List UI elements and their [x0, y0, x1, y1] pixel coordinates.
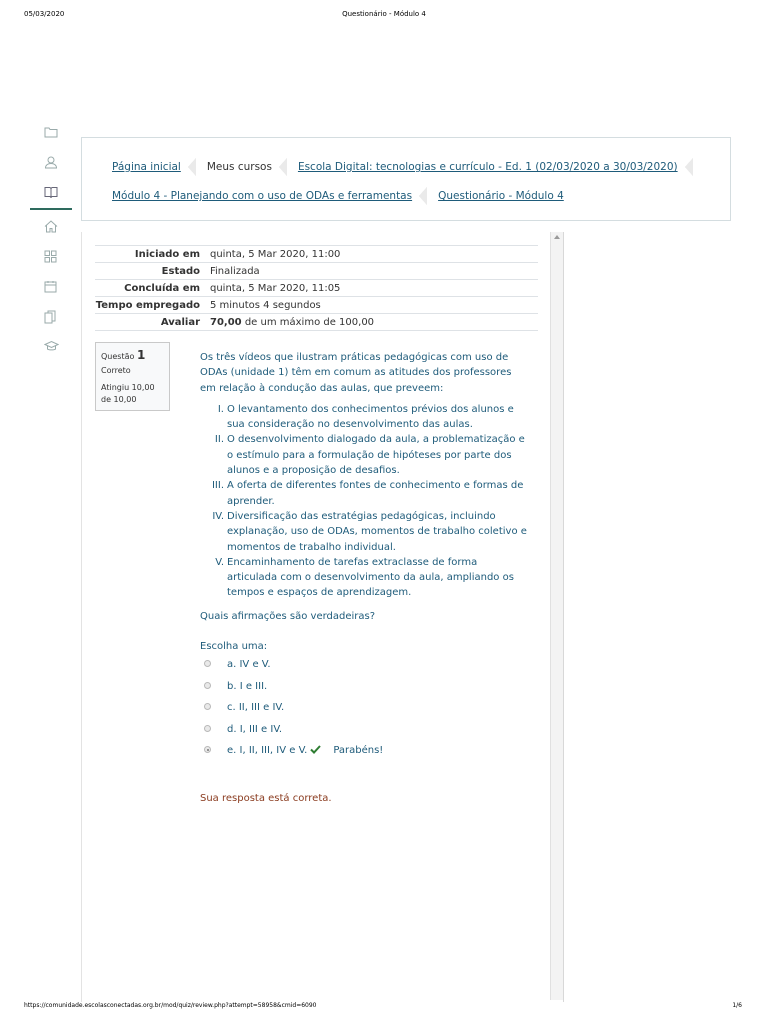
answer-label-wrap: [227, 745, 383, 757]
summary-value: Finalizada: [210, 265, 260, 277]
statement-number: II.: [214, 434, 224, 446]
scrollbar[interactable]: [550, 232, 563, 1000]
breadcrumb: [81, 137, 731, 221]
statement-text: Diversificação das estratégias pedagógicas, incluindo explanação, uso de ODAs, momentos de trabalho coletivo e momentos de trabalho individual.: [227, 510, 527, 553]
answer-label: d. I, III e IV.: [227, 723, 283, 735]
users-icon[interactable]: [30, 148, 72, 178]
statement-text: Encaminhamento de tarefas extraclasse de forma articulada com o desenvolvimento da aula, ampliando os tempos e espaços de aprendizagem.: [227, 556, 514, 599]
print-title: Questionário - Módulo 4: [342, 10, 426, 18]
breadcrumb-separator: [419, 187, 427, 205]
breadcrumb-separator: [279, 158, 287, 176]
radio-button-selected[interactable]: [204, 746, 211, 753]
answer-option-e[interactable]: [204, 745, 534, 767]
nav-sidebar: [30, 118, 72, 362]
breadcrumb-course-link[interactable]: Escola Digital: tecnologias e currículo - Ed. 1 (02/03/2020 a 30/03/2020): [297, 161, 678, 173]
breadcrumb-home-link[interactable]: Página inicial: [112, 161, 181, 173]
print-date: 05/03/2020: [24, 10, 65, 18]
folder-icon[interactable]: [30, 118, 72, 148]
breadcrumb-quiz-link[interactable]: Questionário - Módulo 4: [438, 190, 564, 202]
answer-label: c. II, III e IV.: [227, 702, 285, 713]
statement-item: [200, 478, 530, 509]
answer-options: [204, 659, 534, 767]
grid-icon[interactable]: [30, 242, 72, 272]
answer-label: a. IV e V.: [227, 659, 271, 670]
statement-list: [200, 402, 530, 601]
print-page-number: 1/6: [732, 1002, 742, 1009]
answer-label: e. I, II, III, IV e V.: [227, 745, 308, 756]
result-feedback: Sua resposta está correta.: [200, 793, 332, 804]
question-state: Correto: [101, 366, 131, 375]
summary-label: Iniciado em: [134, 248, 200, 260]
statement-text: A oferta de diferentes fontes de conhecimento e formas de aprender.: [227, 480, 524, 507]
calendar-icon[interactable]: [30, 272, 72, 302]
summary-row-state: [95, 263, 538, 280]
summary-row-started: [95, 246, 538, 263]
answer-option-c[interactable]: [204, 702, 534, 724]
print-url: https://comunidade.escolasconectadas.org.br/mod/quiz/review.php?attempt=58958&cmid=6090: [24, 1002, 317, 1009]
grade-max: de um máximo de 100,00: [244, 316, 375, 328]
graduation-cap-icon[interactable]: [30, 332, 72, 362]
radio-button[interactable]: [204, 660, 211, 667]
breadcrumb-separator: [188, 158, 196, 176]
question-info-box: [95, 342, 170, 411]
summary-label: Concluída em: [124, 282, 200, 294]
scroll-up-arrow-icon[interactable]: [554, 235, 560, 239]
summary-label: Tempo empregado: [95, 299, 200, 311]
statement-item: [200, 555, 530, 601]
summary-label: Avaliar: [160, 316, 200, 328]
summary-label: Estado: [161, 265, 200, 277]
answer-option-a[interactable]: [204, 659, 534, 681]
summary-row-grade: [95, 314, 538, 331]
statement-number: V.: [215, 556, 224, 568]
grade-score: 70,00: [210, 316, 242, 328]
files-icon[interactable]: [30, 302, 72, 332]
summary-value: 5 minutos 4 segundos: [210, 299, 321, 311]
radio-button[interactable]: [204, 703, 211, 710]
statement-text: O levantamento dos conhecimentos prévios dos alunos e sua consideração no desenvolvimento das aulas.: [227, 403, 514, 431]
question-number: [101, 348, 169, 362]
question-prompt: Quais afirmações são verdadeiras?: [200, 611, 376, 622]
attempt-summary-table: [95, 245, 538, 331]
choose-one-label: Escolha uma:: [200, 641, 268, 652]
answer-feedback: Parabéns!: [333, 745, 384, 756]
radio-button[interactable]: [204, 682, 211, 689]
statement-text: O desenvolvimento dialogado da aula, a problematização e o estímulo para a formulação de hipóteses por parte dos alunos e a proposição de desafios.: [227, 434, 525, 477]
question-grade: Atingiu 10,00 de 10,00: [101, 383, 155, 404]
statement-item: [200, 509, 530, 555]
summary-value: [210, 314, 538, 331]
question-text: [200, 350, 530, 601]
answer-option-d[interactable]: [204, 724, 534, 746]
summary-row-completed: [95, 280, 538, 297]
statement-number: IV.: [212, 510, 224, 522]
book-icon[interactable]: [30, 178, 72, 208]
statement-item: [200, 402, 530, 433]
home-icon[interactable]: [30, 212, 72, 242]
answer-label: b. I e III.: [227, 680, 268, 692]
statement-number: III.: [211, 480, 224, 492]
check-icon: [310, 745, 321, 757]
summary-value: quinta, 5 Mar 2020, 11:05: [210, 282, 341, 294]
question-intro: Os três vídeos que ilustram práticas pedagógicas com uso de ODAs (unidade 1) têm em comum as atitudes dos professores em relação à condução das aulas, que preveem:: [200, 352, 512, 394]
breadcrumb-separator: [685, 158, 693, 176]
answer-option-b[interactable]: [204, 681, 534, 703]
statement-number: I.: [217, 403, 224, 415]
summary-row-time: [95, 297, 538, 314]
radio-button[interactable]: [204, 725, 211, 732]
question-label: Questão: [101, 352, 135, 361]
question-number-value: 1: [136, 348, 146, 362]
breadcrumb-module-link[interactable]: Módulo 4 - Planejando com o uso de ODAs e ferramentas: [112, 190, 413, 202]
breadcrumb-my-courses: Meus cursos: [206, 161, 272, 173]
summary-value: quinta, 5 Mar 2020, 11:00: [210, 248, 341, 260]
statement-item: [200, 432, 530, 478]
